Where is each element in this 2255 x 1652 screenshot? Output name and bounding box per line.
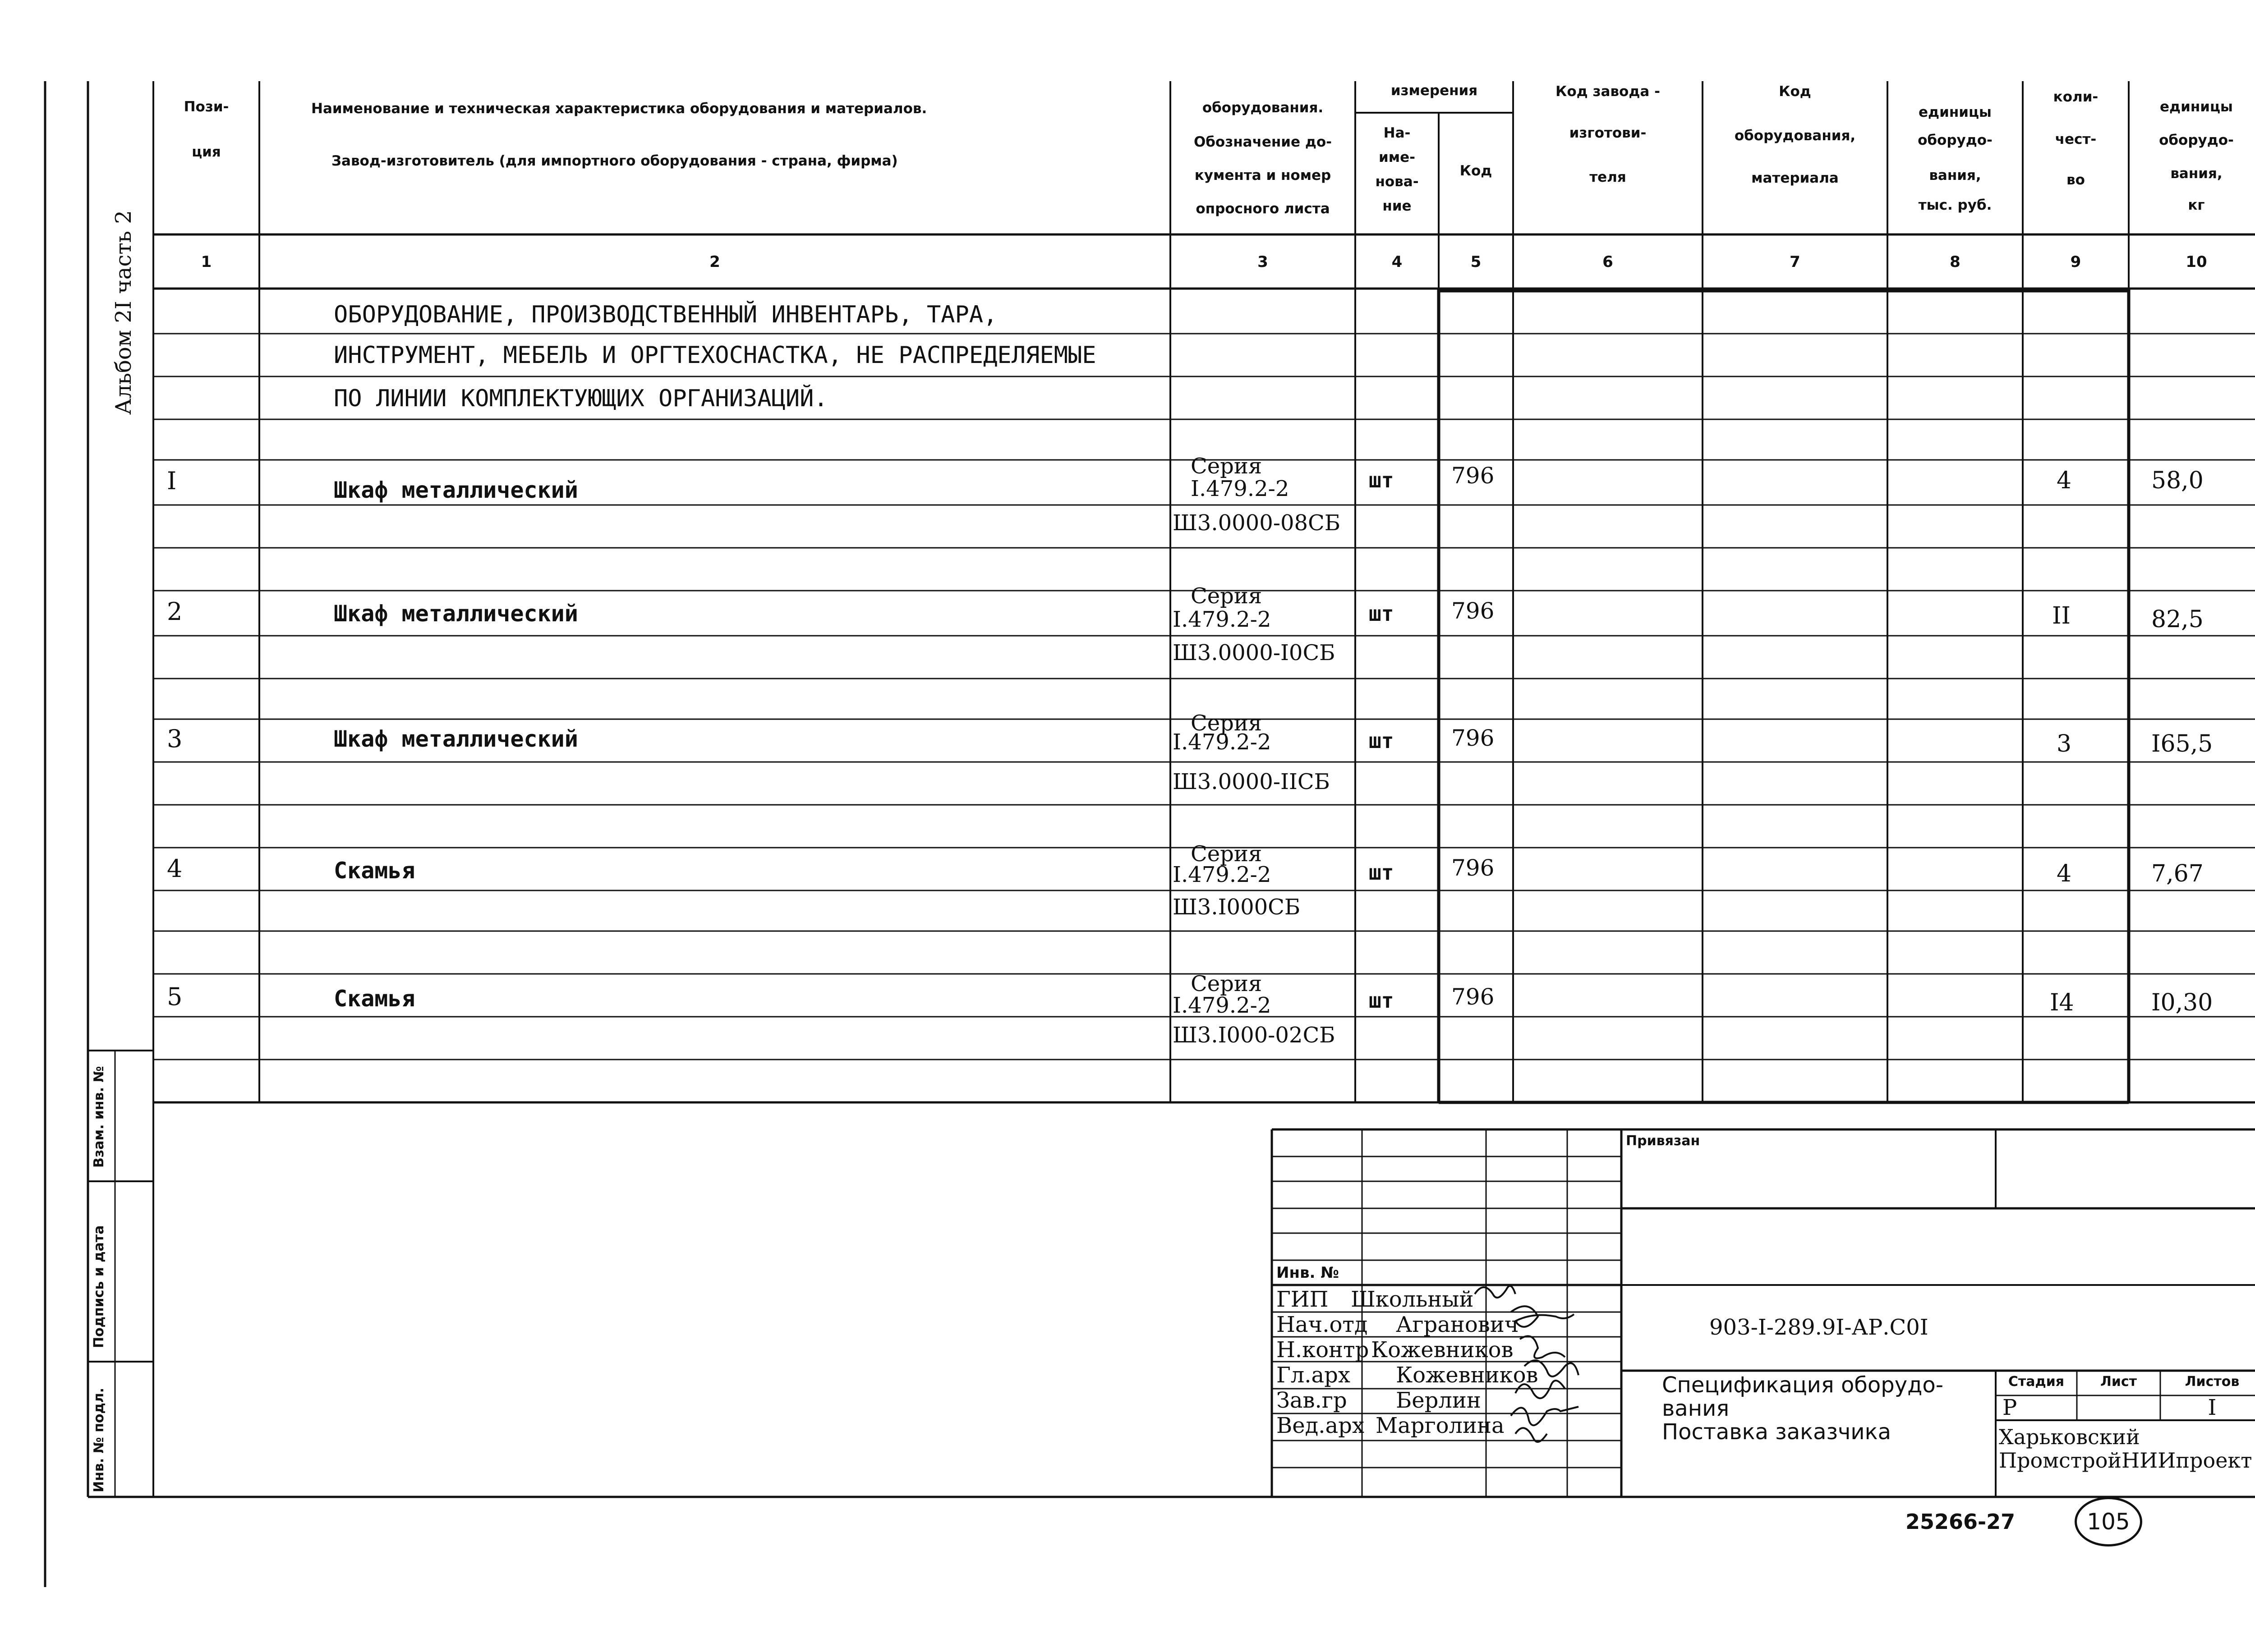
replace-inv-label: Взам. инв. № bbox=[91, 1066, 107, 1168]
role-chief-arch: Гл.арх bbox=[1276, 1363, 1350, 1388]
row-series-no: I.479.2-2 bbox=[1173, 730, 1271, 755]
orig-inv-label: Инв. № подл. bbox=[91, 1387, 107, 1492]
sheet-title-3: Поставка заказчика bbox=[1662, 1419, 1891, 1445]
role-gip: ГИП bbox=[1276, 1287, 1329, 1312]
header-doc-3: кумента и номер bbox=[1194, 167, 1331, 184]
organization-1: Харьковский bbox=[1999, 1425, 2140, 1449]
header-name-2: Завод-изготовитель (для импортного оборудования - страна, фирма) bbox=[331, 153, 898, 169]
stage-label: Стадия bbox=[2008, 1374, 2065, 1390]
header-unit-code: Код bbox=[1459, 163, 1492, 179]
col-number: 9 bbox=[2070, 253, 2081, 271]
header-equip-code-1: Код bbox=[1779, 83, 1811, 100]
header-mass-1: единицы bbox=[2160, 99, 2233, 115]
page-number: 105 bbox=[2087, 1509, 2130, 1535]
role-dept-head: Нач.отд bbox=[1276, 1312, 1368, 1337]
section-title-line: ПО ЛИНИИ КОМПЛЕКТУЮЩИХ ОРГАНИЗАЦИЙ. bbox=[334, 385, 828, 412]
row-unit: шт bbox=[1369, 468, 1394, 492]
row-series: Серия bbox=[1191, 841, 1262, 867]
row-unit-code: 796 bbox=[1451, 598, 1495, 624]
row-series-no: I.479.2-2 bbox=[1173, 993, 1271, 1018]
row-doc: Ш3.I000-02СБ bbox=[1173, 1023, 1335, 1048]
section-title-line: ОБОРУДОВАНИЕ, ПРОИЗВОДСТВЕННЫЙ ИНВЕНТАРЬ, ТАРА, bbox=[334, 301, 998, 328]
header-mass-2: оборудо- bbox=[2159, 132, 2234, 148]
row-unit: шт bbox=[1369, 729, 1394, 753]
header-unit-name-2: име- bbox=[1379, 149, 1415, 165]
row-name: Шкаф металлический bbox=[334, 477, 578, 503]
col-number: 3 bbox=[1257, 253, 1268, 271]
row-qty: 4 bbox=[2057, 860, 2072, 887]
row-mass: 82,5 bbox=[2151, 606, 2204, 633]
col-number: 7 bbox=[1790, 253, 1800, 271]
role-group-head: Зав.гр bbox=[1276, 1388, 1347, 1413]
header-price-1: единицы bbox=[1919, 104, 1992, 120]
role-norm-control: Н.контр bbox=[1276, 1337, 1369, 1363]
row-unit-code: 796 bbox=[1451, 725, 1495, 751]
row-doc: Ш3.I000СБ bbox=[1173, 895, 1301, 920]
name-chief-arch: Кожевников bbox=[1396, 1363, 1538, 1388]
header-mass-3: вания, bbox=[2170, 165, 2223, 182]
name-gip: Школьный bbox=[1351, 1287, 1474, 1312]
row-series: Серия bbox=[1191, 583, 1262, 609]
row-mass: 58,0 bbox=[2151, 467, 2204, 494]
row-qty: II bbox=[2052, 602, 2071, 629]
album-label: Альбом 2I часть 2 bbox=[111, 210, 136, 415]
row-unit: шт bbox=[1369, 601, 1394, 626]
header-doc-1: оборудования. bbox=[1202, 100, 1324, 116]
row-position: 5 bbox=[167, 982, 183, 1011]
row-qty: 3 bbox=[2057, 730, 2072, 757]
document-code: 903-I-289.9I-АР.С0I bbox=[1709, 1315, 1928, 1340]
row-doc: Ш3.0000-I0СБ bbox=[1173, 640, 1335, 665]
row-series: Серия bbox=[1191, 711, 1262, 736]
header-equip-code-2: оборудования, bbox=[1734, 128, 1856, 144]
row-position: 2 bbox=[167, 597, 183, 626]
inv-no-label: Инв. № bbox=[1276, 1264, 1339, 1282]
name-dept-head: Агранович bbox=[1396, 1312, 1519, 1337]
sheet-label: Лист bbox=[2100, 1374, 2137, 1390]
col-number: 10 bbox=[2186, 253, 2207, 271]
col-number: 6 bbox=[1602, 253, 1613, 271]
row-doc: Ш3.0000-IIСБ bbox=[1173, 769, 1330, 794]
stage-value: Р bbox=[2002, 1395, 2017, 1420]
header-price-4: тыс. руб. bbox=[1918, 197, 1992, 213]
header-unit: измерения bbox=[1390, 83, 1478, 99]
header-name-1: Наименование и техническая характеристика оборудования и материалов. bbox=[311, 101, 927, 117]
attached-label: Привязан bbox=[1626, 1133, 1700, 1149]
sheet-title-1: Спецификация оборудо- bbox=[1662, 1372, 1944, 1398]
row-unit-code: 796 bbox=[1451, 984, 1495, 1010]
sheets-value: I bbox=[2208, 1395, 2217, 1420]
sheet-title-2: вания bbox=[1662, 1396, 1730, 1421]
col-number: 5 bbox=[1470, 253, 1482, 271]
header-qty-2: чест- bbox=[2055, 131, 2097, 147]
row-series-no: I.479.2-2 bbox=[1191, 476, 1289, 501]
header-price-3: вания, bbox=[1929, 167, 1981, 184]
row-name: Шкаф металлический bbox=[334, 601, 578, 627]
header-qty-1: коли- bbox=[2053, 89, 2099, 105]
signatures bbox=[1457, 1280, 1637, 1479]
col-number: 8 bbox=[1950, 253, 1960, 271]
header-unit-name-4: ние bbox=[1382, 198, 1412, 214]
row-unit: шт bbox=[1369, 988, 1394, 1013]
row-series-no: I.479.2-2 bbox=[1173, 862, 1271, 887]
row-unit: шт bbox=[1369, 860, 1394, 885]
archive-number: 25266-27 bbox=[1905, 1510, 2016, 1534]
row-qty: I4 bbox=[2050, 989, 2074, 1016]
row-mass: I65,5 bbox=[2151, 730, 2213, 757]
header-unit-name-3: нова- bbox=[1375, 174, 1419, 190]
header-unit-name-1: На- bbox=[1383, 125, 1411, 141]
header-price-2: оборудо- bbox=[1918, 132, 1993, 148]
header-qty-3: во bbox=[2066, 172, 2085, 188]
row-series: Серия bbox=[1191, 454, 1262, 479]
role-lead-arch: Вед.арх bbox=[1276, 1413, 1364, 1438]
name-group-head: Берлин bbox=[1396, 1388, 1481, 1413]
name-norm-control: Кожевников bbox=[1371, 1337, 1514, 1363]
header-equip-code-3: материала bbox=[1751, 170, 1839, 186]
section-title-line: ИНСТРУМЕНТ, МЕБЕЛЬ И ОРГТЕХОСНАСТКА, НЕ РАСПРЕДЕЛЯЕМЫЕ bbox=[334, 342, 1096, 369]
organization-2: ПромстройНИИпроект bbox=[1999, 1448, 2252, 1473]
name-lead-arch: Марголина bbox=[1376, 1413, 1505, 1438]
col-number: 4 bbox=[1391, 253, 1403, 271]
row-unit-code: 796 bbox=[1451, 855, 1495, 881]
row-position: 3 bbox=[167, 725, 183, 753]
header-doc-2: Обозначение до- bbox=[1193, 134, 1332, 150]
row-mass: I0,30 bbox=[2151, 989, 2213, 1016]
row-position: 4 bbox=[167, 854, 183, 883]
header-pos-1: Пози- bbox=[184, 99, 229, 115]
signature-date-label: Подпись и дата bbox=[91, 1225, 107, 1348]
col-number: 2 bbox=[709, 253, 720, 271]
header-maker-2: изготови- bbox=[1569, 125, 1647, 141]
row-name: Шкаф металлический bbox=[334, 726, 578, 752]
row-series: Серия bbox=[1191, 971, 1262, 996]
header-doc-4: опросного листа bbox=[1196, 201, 1330, 217]
sheets-label: Листов bbox=[2185, 1374, 2240, 1390]
row-series-no: I.479.2-2 bbox=[1173, 607, 1271, 632]
row-name: Скамья bbox=[334, 986, 415, 1012]
header-maker-1: Код завода - bbox=[1555, 83, 1660, 100]
col-number: 1 bbox=[201, 253, 212, 271]
page-number-stamp bbox=[2075, 1497, 2142, 1546]
row-name: Скамья bbox=[334, 858, 415, 884]
row-doc: Ш3.0000-08СБ bbox=[1173, 510, 1341, 536]
row-qty: 4 bbox=[2057, 467, 2072, 494]
row-mass: 7,67 bbox=[2151, 860, 2204, 887]
header-mass-4: кг bbox=[2188, 197, 2205, 213]
header-pos-2: ция bbox=[192, 144, 221, 160]
row-position: I bbox=[167, 467, 177, 495]
header-maker-3: теля bbox=[1589, 169, 1626, 185]
row-unit-code: 796 bbox=[1451, 463, 1495, 489]
